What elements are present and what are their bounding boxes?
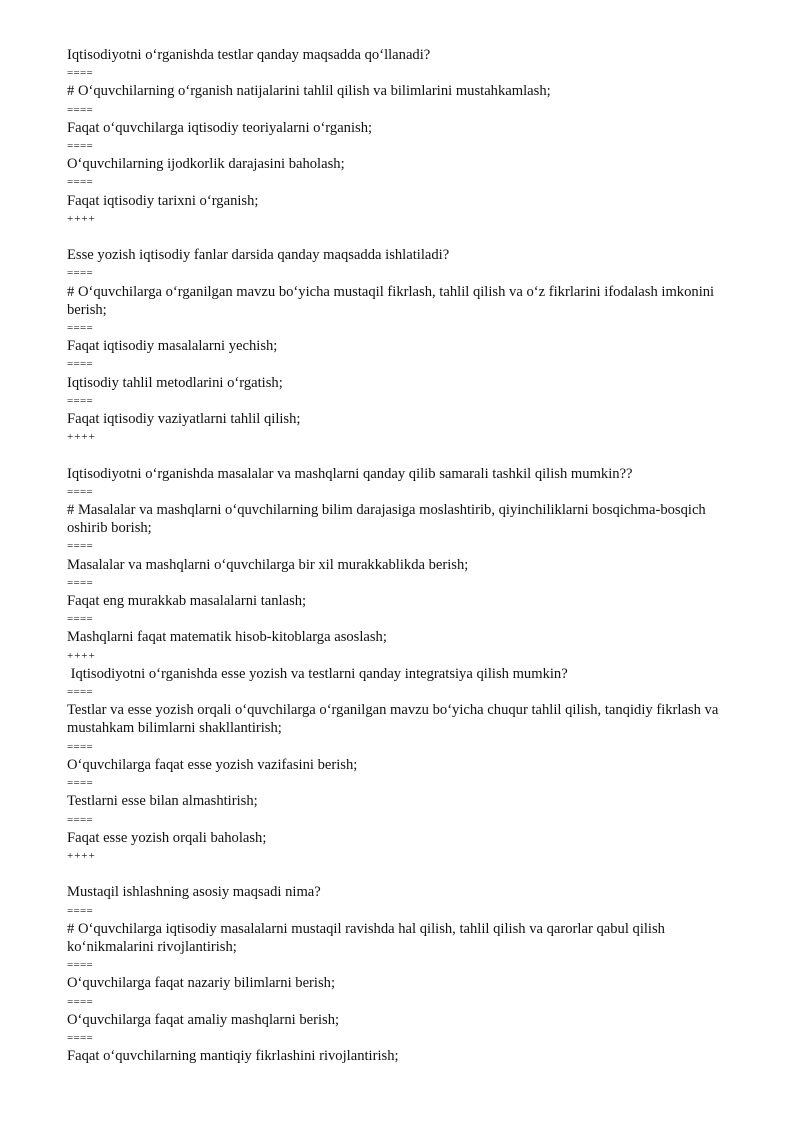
separator: ==== xyxy=(67,140,94,153)
option: O‘quvchilarga faqat amaliy mashqlarni berish; xyxy=(67,1011,340,1028)
option: O‘quvchilarning ijodkorlik darajasini baholash; xyxy=(67,156,345,173)
separator: ==== xyxy=(67,322,94,335)
question-text: Mustaqil ishlashning asosiy maqsadi nima? xyxy=(67,884,321,901)
option: Iqtisodiy tahlil metodlarini o‘rgatish; xyxy=(67,374,283,391)
question-block xyxy=(67,246,737,446)
end-marker: ++++ xyxy=(67,431,96,444)
separator: ==== xyxy=(67,485,94,498)
option: Faqat eng murakkab masalalarni tanlash; xyxy=(67,593,307,610)
separator: ==== xyxy=(67,358,94,371)
option: Masalalar va mashqlarni o‘quvchilarga bir xil murakkablikda berish; xyxy=(67,556,469,573)
option: Faqat o‘quvchilarning mantiqiy fikrlashini rivojlantirish; xyxy=(67,1048,399,1065)
blank-line xyxy=(67,446,737,464)
option-correct: # O‘quvchilarga o‘rganilgan mavzu bo‘yicha mustaqil fikrlash, tahlil qilish va o‘z fikrlarini ifodalash imkonini berish; xyxy=(67,283,715,318)
option: Testlarni esse bilan almashtirish; xyxy=(67,793,258,810)
separator: ==== xyxy=(67,686,94,699)
option: Faqat iqtisodiy tarixni o‘rganish; xyxy=(67,192,259,209)
separator: ==== xyxy=(67,267,94,280)
separator: ==== xyxy=(67,813,94,826)
question-block xyxy=(67,46,737,228)
separator: ==== xyxy=(67,959,94,972)
separator: ==== xyxy=(67,904,94,917)
option: Faqat iqtisodiy vaziyatlarni tahlil qilish; xyxy=(67,411,301,428)
question-text: Esse yozish iqtisodiy fanlar darsida qanday maqsadda ishlatiladi? xyxy=(67,247,450,264)
separator: ==== xyxy=(67,995,94,1008)
question-text: Iqtisodiyotni o‘rganishda esse yozish va testlarni qanday integratsiya qilish mumkin? xyxy=(67,665,568,682)
option-correct: # Masalalar va mashqlarni o‘quvchilarning bilim darajasiga moslashtirib, qiyinchiliklarni bosqichma-bosqich oshirib borish; xyxy=(67,502,706,537)
separator: ==== xyxy=(67,394,94,407)
end-marker: ++++ xyxy=(67,849,96,862)
separator: ==== xyxy=(67,777,94,790)
option-correct: # O‘quvchilarning o‘rganish natijalarini tahlil qilish va bilimlarini mustahkamlash; xyxy=(67,83,551,100)
separator: ==== xyxy=(67,103,94,116)
separator: ==== xyxy=(67,67,94,80)
option: Testlar va esse yozish orqali o‘quvchilarga o‘rganilgan mavzu bo‘yicha chuqur tahlil qilish, tanqidiy fikrlash va mustahkam bilimlarni shakllantirish; xyxy=(67,702,719,737)
question-text: Iqtisodiyotni o‘rganishda testlar qanday maqsadda qo‘llanadi? xyxy=(67,47,431,63)
end-marker: ++++ xyxy=(67,212,96,225)
option: O‘quvchilarga faqat nazariy bilimlarni berish; xyxy=(67,975,335,992)
separator: ==== xyxy=(67,740,94,753)
question-block xyxy=(67,465,737,665)
option: Faqat o‘quvchilarga iqtisodiy teoriyalarni o‘rganish; xyxy=(67,119,373,136)
option-correct: # O‘quvchilarga iqtisodiy masalalarni mustaqil ravishda hal qilish, tahlil qilish va qarorlar qabul qilish ko‘nikmalarini rivojlantirish; xyxy=(67,920,665,955)
separator: ==== xyxy=(67,613,94,626)
question-text: Iqtisodiyotni o‘rganishda masalalar va mashqlarni qanday qilib samarali tashkil qilish mumkin?? xyxy=(67,465,633,482)
question-block xyxy=(67,883,737,1065)
document-page xyxy=(67,46,737,1065)
question-block xyxy=(67,665,737,865)
separator: ==== xyxy=(67,576,94,589)
separator: ==== xyxy=(67,176,94,189)
blank-line xyxy=(67,865,737,883)
option: Faqat iqtisodiy masalalarni yechish; xyxy=(67,338,278,355)
separator: ==== xyxy=(67,540,94,553)
option: Faqat esse yozish orqali baholash; xyxy=(67,829,267,846)
option: Mashqlarni faqat matematik hisob-kitoblarga asoslash; xyxy=(67,629,387,646)
separator: ==== xyxy=(67,1031,94,1044)
end-marker: ++++ xyxy=(67,649,96,662)
option: O‘quvchilarga faqat esse yozish vazifasini berish; xyxy=(67,756,358,773)
blank-line xyxy=(67,228,737,246)
